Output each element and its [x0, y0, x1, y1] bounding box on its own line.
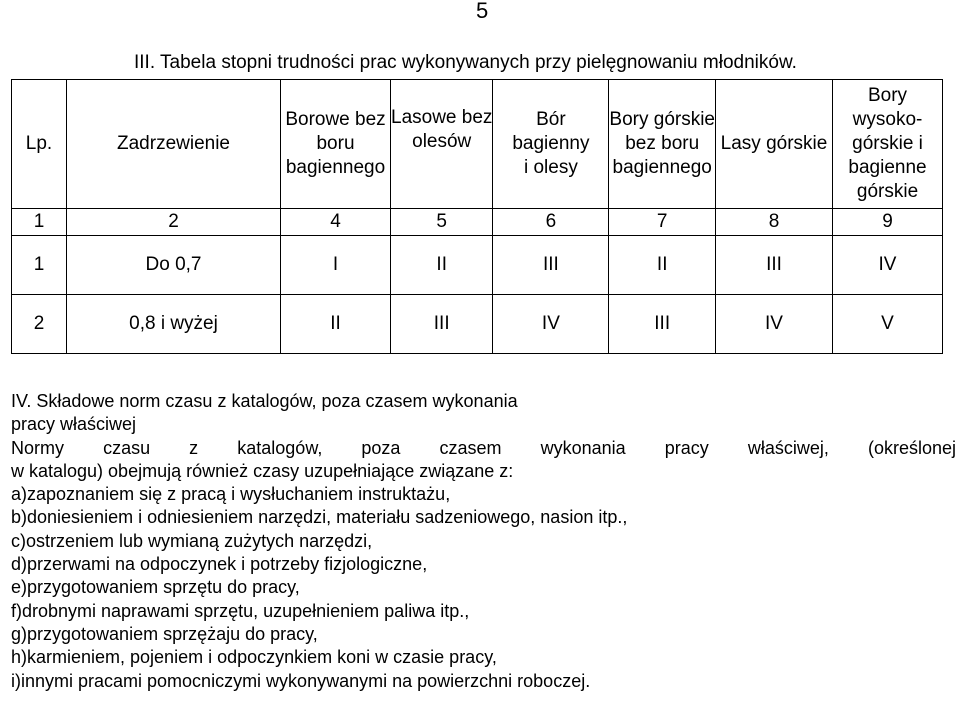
intro-paragraph-line: w katalogu) obejmują również czasy uzupełniające związane z: [11, 460, 514, 481]
column-number: 1 [12, 209, 67, 236]
list-item: i)innymi pracami pomocniczymi wykonywanymi na powierzchni roboczej. [11, 670, 591, 691]
header-text: górskie [856, 181, 919, 202]
column-number-row [12, 209, 943, 236]
column-number: 5 [391, 209, 493, 236]
header-text: Bór [536, 109, 566, 130]
table-cell: 2 [12, 295, 67, 354]
table-cell: III [391, 295, 493, 354]
table-cell: III [716, 236, 833, 295]
header-cell-lasowe [391, 80, 493, 209]
table-cell: IV [493, 295, 609, 354]
section-heading-line: pracy właściwej [11, 414, 137, 435]
header-cell-bory-gorskie [609, 80, 716, 209]
list-item: d)przerwami na odpoczynek i potrzeby fizjologiczne, [11, 554, 428, 575]
difficulty-table [11, 79, 943, 354]
table-header-row [12, 80, 943, 209]
table-cell: II [281, 295, 391, 354]
header-text: bagienne [848, 157, 927, 178]
column-number: 8 [716, 209, 833, 236]
header-text: i olesy [523, 157, 578, 178]
table-title: III. Tabela stopni trudności prac wykonywanych przy pielęgnowaniu młodników. [134, 52, 797, 73]
header-text: Lasy górskie [720, 133, 828, 154]
header-cell-zadrzewienie [67, 80, 281, 209]
header-cell-bor-bagienny [493, 80, 609, 209]
list-item: g)przygotowaniem sprzężaju do pracy, [11, 623, 318, 644]
column-number: 9 [833, 209, 943, 236]
table-row [12, 236, 943, 295]
page-number: 5 [476, 0, 489, 23]
header-text: wysoko- [852, 109, 923, 130]
table-cell: IV [833, 236, 943, 295]
header-text: Bory górskie [609, 109, 716, 130]
header-cell-borowe [281, 80, 391, 209]
list-item: c)ostrzeniem lub wymianą zużytych narzędzi, [11, 530, 373, 551]
list-item: b)doniesieniem i odniesieniem narzędzi, materiału sadzeniowego, nasion itp., [11, 507, 628, 528]
intro-paragraph-line: Normy czasu z katalogów, poza czasem wykonania pracy właściwej, (określonej [11, 437, 956, 458]
header-text: boru [316, 133, 355, 154]
header-text: Zadrzewienie [117, 133, 230, 154]
table-cell: IV [716, 295, 833, 354]
table-cell: 1 [12, 236, 67, 295]
time-norms-section [11, 390, 956, 693]
column-number: 6 [493, 209, 609, 236]
header-text: bagiennego [612, 157, 712, 178]
header-cell-lasy-gorskie [716, 80, 833, 209]
header-cell-bory-wysokogorskie [833, 80, 943, 209]
section-heading-line: IV. Składowe norm czasu z katalogów, poza czasem wykonania [11, 391, 518, 411]
table-cell: I [281, 236, 391, 295]
column-number: 7 [609, 209, 716, 236]
header-text: olesów [412, 131, 472, 152]
column-number: 2 [67, 209, 281, 236]
table-row [12, 295, 943, 354]
header-text: Lasowe bez [391, 107, 493, 128]
list-item: e)przygotowaniem sprzętu do pracy, [11, 577, 300, 598]
table-cell: III [609, 295, 716, 354]
header-text: górskie i [852, 133, 923, 154]
header-text: Lp. [25, 133, 53, 154]
list-item: f)drobnymi naprawami sprzętu, uzupełnieniem paliwa itp., [11, 600, 470, 621]
header-cell-lp [12, 80, 67, 209]
list-item: h)karmieniem, pojeniem i odpoczynkiem koni w czasie pracy, [11, 647, 497, 668]
header-text: bagiennego [285, 157, 386, 178]
list-item: a)zapoznaniem się z pracą i wysłuchaniem instruktażu, [11, 484, 451, 505]
table-cell: II [609, 236, 716, 295]
table-cell: V [833, 295, 943, 354]
table-cell: Do 0,7 [67, 236, 281, 295]
column-number: 4 [281, 209, 391, 236]
header-text: bez boru [625, 133, 700, 154]
table-cell: III [493, 236, 609, 295]
header-text: Bory [867, 85, 908, 106]
header-text: bagienny [512, 133, 590, 154]
table-cell: 0,8 i wyżej [67, 295, 281, 354]
table-cell: II [391, 236, 493, 295]
header-text: Borowe bez [285, 109, 386, 130]
